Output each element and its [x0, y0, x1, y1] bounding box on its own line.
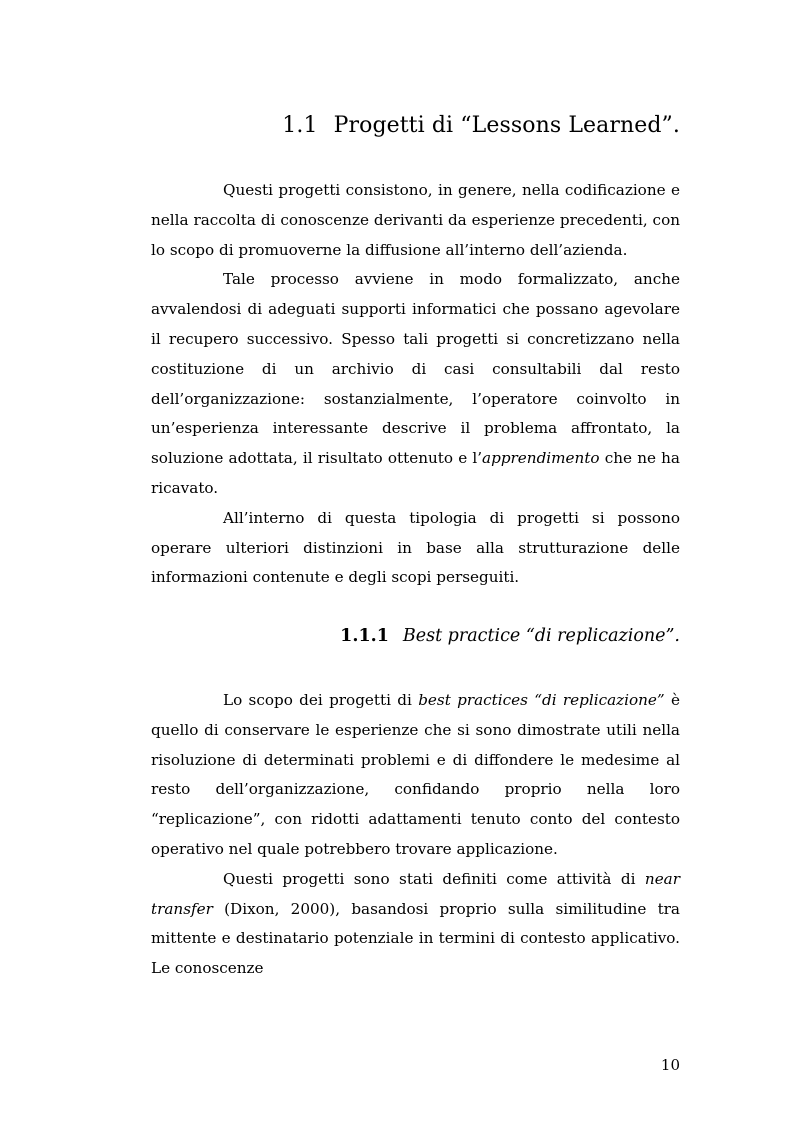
section-body	[151, 176, 680, 593]
page-number: 10	[660, 1056, 680, 1074]
paragraph: All’interno di questa tipologia di progetti si possono operare ulteriori distinzioni in base alla strutturazione delle informazioni contenute e degli scopi perseguiti.	[151, 508, 680, 587]
emphasis: best practices “di replicazione”	[418, 691, 665, 709]
subsection-heading	[340, 626, 680, 646]
section-title: Progetti di “Lessons Learned”.	[333, 113, 680, 138]
paragraph: Questi progetti sono stati definiti come attività di near transfer (Dixon, 2000), basandosi proprio sulla similitudine tra mittente e destinatario potenziale in termini di contesto applicativo. Le conoscenze	[151, 869, 680, 978]
emphasis: near transfer	[151, 869, 680, 918]
subsection-title: Best practice “di replicazione”.	[402, 626, 680, 646]
emphasis: apprendimento	[482, 449, 600, 468]
subsection-number: 1.1.1	[340, 626, 389, 646]
paragraph: Questi progetti consistono, in genere, nella codificazione e nella raccolta di conoscenze derivanti da esperienze precedenti, con lo scopo di promuoverne la diffusione all’interno dell’azienda.	[151, 181, 680, 259]
paragraph: Lo scopo dei progetti di best practices “di replicazione” è quello di conservare le esperienze che si sono dimostrate utili nella risoluzione di determinati problemi e di diffondere le medesime al resto dell’organizzazione, confidando proprio nella loro “replicazione”, con ridotti adattamenti tenuto conto del contesto operativo nel quale potrebbero trovare applicazione.	[151, 691, 680, 858]
section-heading	[282, 113, 680, 138]
subsection-body	[151, 686, 680, 984]
section-number: 1.1	[282, 113, 318, 138]
paragraph: Tale processo avviene in modo formalizzato, anche avvalendosi di adeguati supporti informatici che possano agevolare il recupero successivo. Spesso tali progetti si concretizzano nella costituzione di un archivio di casi consultabili dal resto dell’organizzazione: sostanzialmente, l’operatore coinvolto in un’esperienza interessante descrive il problema affrontato, la soluzione adottata, il risultato ottenuto e l’apprendimento che ne ha ricavato.	[151, 270, 680, 497]
